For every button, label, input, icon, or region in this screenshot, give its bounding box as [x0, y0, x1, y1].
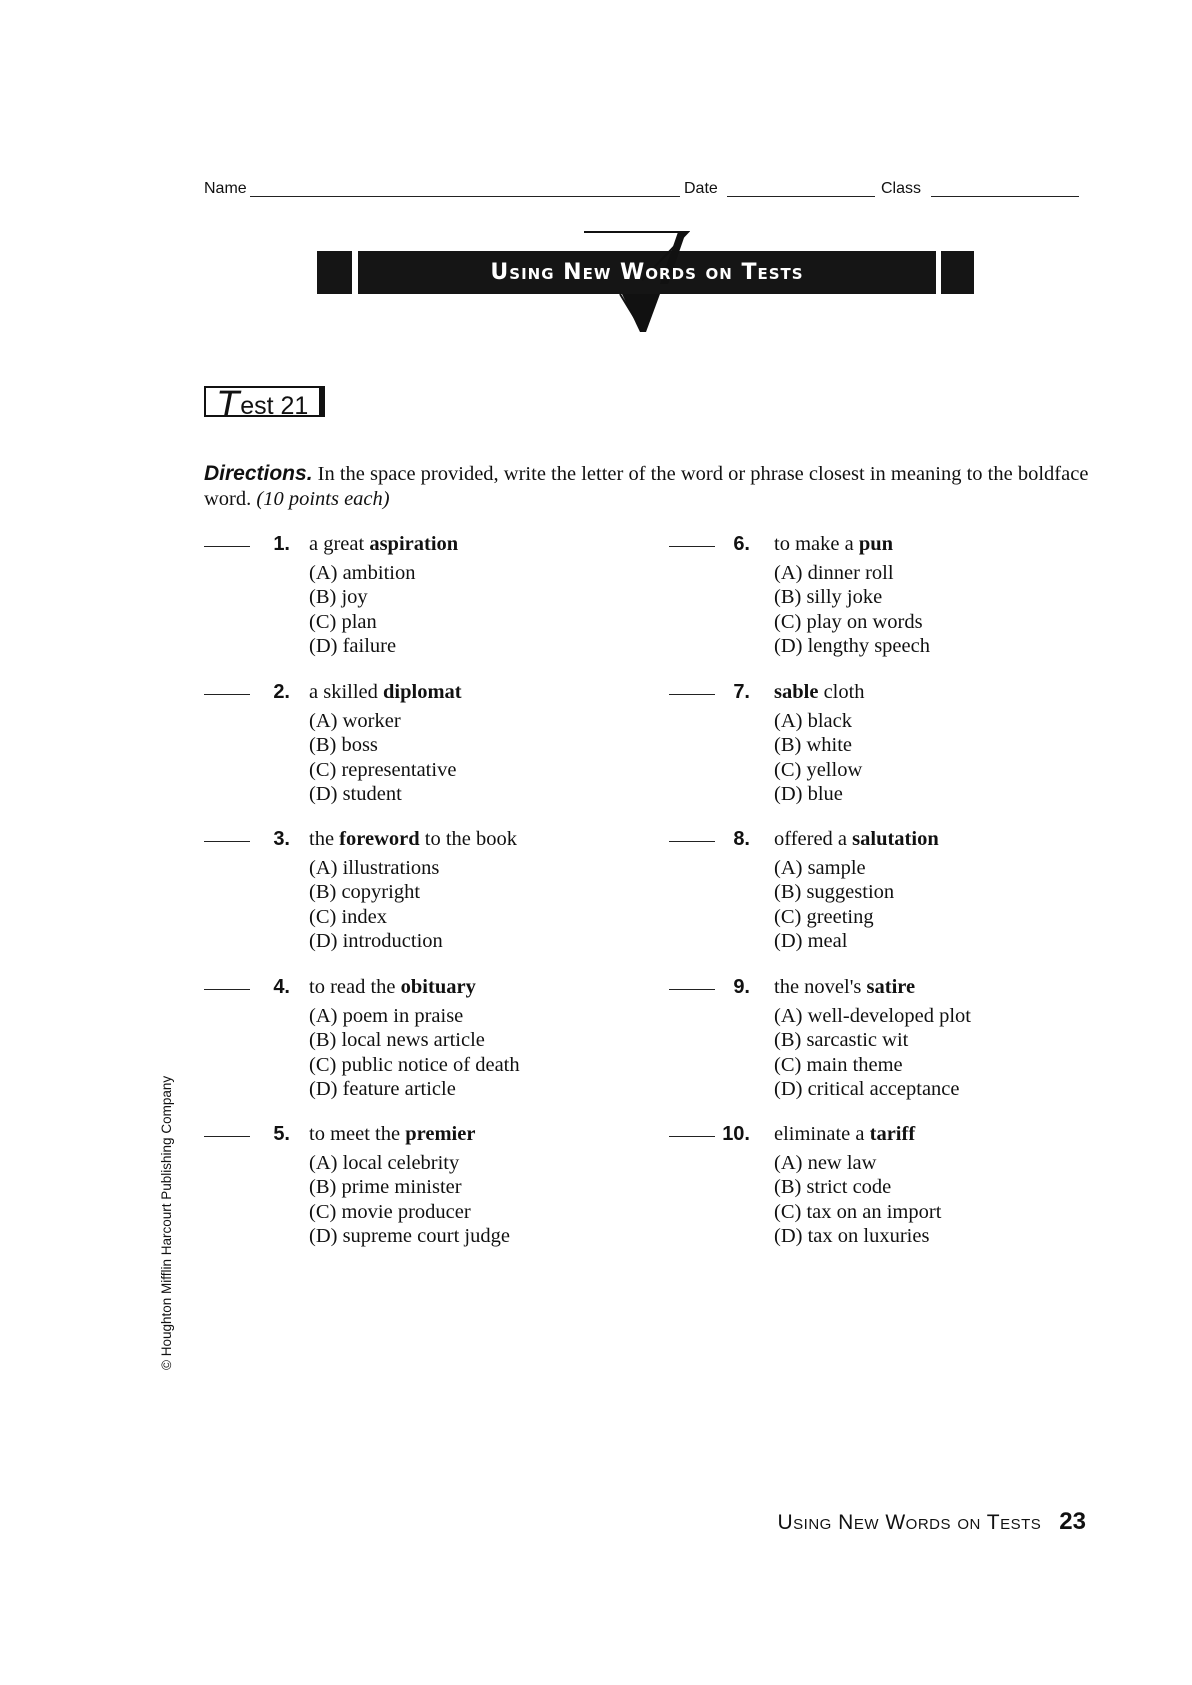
question-stem — [309, 1123, 475, 1146]
question-number: 5. — [273, 1123, 290, 1145]
question-stem — [774, 976, 915, 999]
question-stem — [309, 533, 458, 556]
stem-text: to make a — [774, 533, 859, 555]
answer-choice: (B) suggestion — [774, 881, 895, 904]
boldface-word: satire — [866, 976, 916, 998]
stem-text: a great — [309, 533, 370, 555]
answer-blank[interactable] — [669, 989, 715, 990]
boldface-word: foreword — [339, 828, 420, 850]
directions-points: (10 points each) — [256, 488, 390, 510]
question-stem — [774, 681, 865, 704]
test-label — [204, 384, 325, 426]
answer-choice: (A) black — [774, 710, 852, 732]
answer-choice: (D) critical acceptance — [774, 1077, 960, 1100]
answer-blank[interactable] — [204, 1136, 250, 1137]
answer-blank[interactable] — [204, 546, 250, 547]
name-field[interactable] — [250, 196, 680, 197]
answer-choice: (D) tax on luxuries — [774, 1224, 930, 1247]
answer-choice: (B) joy — [309, 586, 368, 609]
answer-choice: (C) yellow — [774, 758, 863, 781]
question-number: 8. — [733, 828, 750, 850]
answer-choice: (D) feature article — [309, 1077, 456, 1100]
answer-choice: (D) student — [309, 782, 402, 805]
question-number: 4. — [273, 976, 290, 998]
answer-blank[interactable] — [669, 841, 715, 842]
directions-text: In the space provided, write the letter of the word or phrase closest in meaning to the boldface word. — [204, 463, 1089, 510]
question-number: 10. — [722, 1123, 750, 1145]
boldface-word: aspiration — [369, 533, 459, 555]
question-number: 1. — [273, 533, 290, 555]
answer-blank[interactable] — [204, 989, 250, 990]
stem-text: offered a — [774, 828, 853, 850]
test-label-initial: T — [216, 384, 241, 426]
stem-text: to meet the — [309, 1123, 406, 1145]
question-number: 9. — [733, 976, 750, 998]
class-field[interactable] — [931, 196, 1079, 197]
answer-choice: (B) local news article — [309, 1029, 485, 1052]
answer-choice: (A) new law — [774, 1152, 877, 1174]
answer-choice: (D) supreme court judge — [309, 1224, 510, 1247]
boldface-word: diplomat — [383, 681, 462, 703]
answer-choice: (B) silly joke — [774, 586, 883, 609]
stem-text: the novel's — [774, 976, 867, 998]
answer-blank[interactable] — [669, 546, 715, 547]
answer-choice: (A) sample — [774, 857, 866, 879]
date-field[interactable] — [727, 196, 875, 197]
stem-text: to read the — [309, 976, 401, 998]
answer-choice: (A) well-developed plot — [774, 1005, 971, 1027]
question-stem — [309, 681, 462, 704]
answer-choice: (C) index — [309, 905, 387, 928]
answer-blank[interactable] — [669, 1136, 715, 1137]
choice-list — [774, 1151, 941, 1248]
answer-blank[interactable] — [204, 841, 250, 842]
question-stem — [309, 976, 476, 999]
stem-text: cloth — [818, 681, 865, 703]
answer-choice: (C) representative — [309, 758, 457, 781]
date-label: Date — [684, 180, 718, 197]
answer-choice: (C) plan — [309, 610, 377, 633]
directions-label: Directions. — [204, 462, 313, 485]
boldface-word: tariff — [869, 1123, 916, 1145]
answer-choice: (D) failure — [309, 634, 397, 657]
boldface-word: salutation — [852, 828, 939, 850]
question-number: 6. — [733, 533, 750, 555]
answer-choice: (D) meal — [774, 929, 848, 952]
stem-text: eliminate a — [774, 1123, 870, 1145]
choice-list — [309, 1151, 510, 1248]
choice-list — [309, 1004, 520, 1101]
banner-title: Using New Words on Tests — [490, 260, 804, 285]
answer-choice: (D) introduction — [309, 929, 443, 952]
question-stem — [309, 828, 517, 851]
question-stem — [774, 533, 893, 556]
boldface-word: pun — [858, 533, 894, 555]
question-stem — [774, 828, 939, 851]
stem-text: a skilled — [309, 681, 384, 703]
name-label: Name — [204, 180, 247, 197]
choice-list — [309, 561, 415, 658]
boldface-word: premier — [405, 1123, 476, 1145]
answer-choice: (B) copyright — [309, 881, 421, 904]
answer-choice: (C) main theme — [774, 1053, 903, 1076]
banner-left-block — [317, 251, 352, 294]
answer-choice: (C) public notice of death — [309, 1053, 520, 1076]
copyright-notice: © Houghton Mifflin Harcourt Publishing Company — [159, 1075, 174, 1370]
answer-choice: (B) boss — [309, 734, 378, 757]
question-number: 2. — [273, 681, 290, 703]
answer-choice: (C) tax on an import — [774, 1200, 942, 1223]
answer-blank[interactable] — [669, 694, 715, 695]
answer-choice: (B) white — [774, 734, 852, 757]
choice-list — [309, 709, 456, 806]
answer-choice: (A) poem in praise — [309, 1005, 464, 1027]
choice-list — [774, 856, 894, 953]
answer-choice: (A) dinner roll — [774, 562, 894, 584]
answer-choice: (D) blue — [774, 782, 843, 805]
answer-choice: (B) sarcastic wit — [774, 1029, 909, 1052]
question-stem — [774, 1123, 915, 1146]
footer-title: Using New Words on Tests — [777, 1511, 1042, 1534]
stem-text: to the book — [419, 828, 518, 850]
answer-choice: (B) prime minister — [309, 1176, 462, 1199]
answer-blank[interactable] — [204, 694, 250, 695]
question-number: 7. — [733, 681, 750, 703]
choice-list — [774, 561, 930, 658]
footer — [778, 1508, 1087, 1536]
answer-choice: (D) lengthy speech — [774, 634, 930, 657]
answer-choice: (C) greeting — [774, 905, 874, 928]
directions — [204, 461, 1094, 512]
answer-choice: (C) play on words — [774, 610, 923, 633]
stem-text: the — [309, 828, 340, 850]
boldface-word: sable — [774, 681, 819, 703]
choice-list — [774, 709, 862, 806]
answer-choice: (B) strict code — [774, 1176, 892, 1199]
answer-choice: (A) ambition — [309, 562, 416, 584]
class-label: Class — [881, 180, 922, 197]
question-number: 3. — [273, 828, 290, 850]
answer-choice: (A) illustrations — [309, 857, 440, 879]
choice-list — [774, 1004, 971, 1101]
boldface-word: obituary — [400, 976, 476, 998]
choice-list — [309, 856, 443, 953]
test-label-text: est 21 — [240, 392, 309, 420]
answer-choice: (A) local celebrity — [309, 1152, 460, 1174]
answer-choice: (A) worker — [309, 710, 401, 732]
page-number: 23 — [1059, 1508, 1086, 1535]
answer-choice: (C) movie producer — [309, 1200, 471, 1223]
banner-right-block — [941, 251, 974, 294]
